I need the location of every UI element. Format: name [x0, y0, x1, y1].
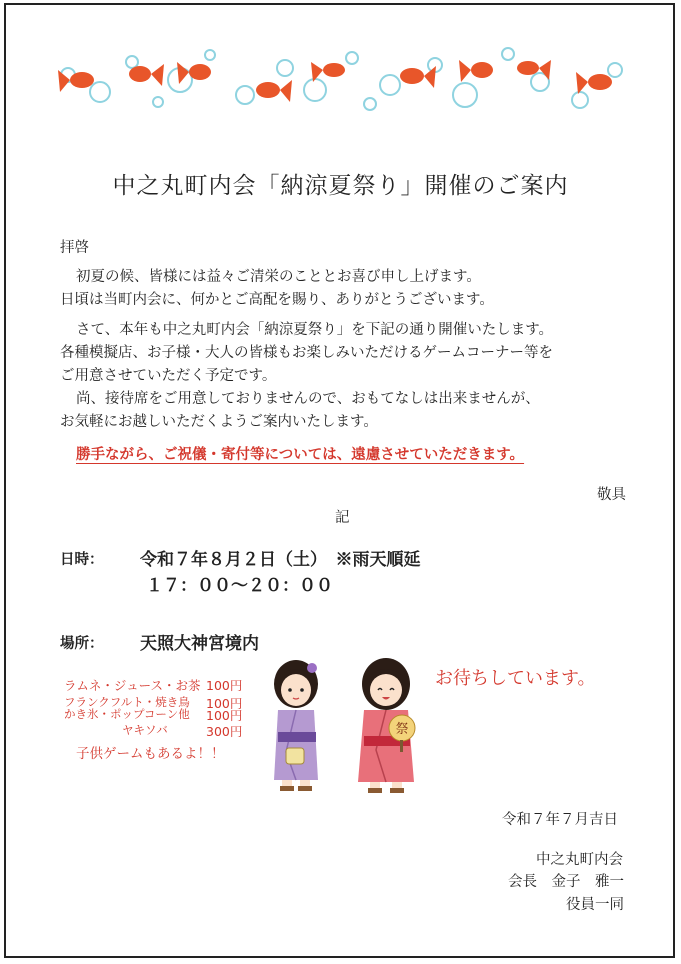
- goldfish-icon-7: [459, 60, 493, 82]
- goldfish-icon-1: [58, 70, 94, 92]
- goldfish-icon-8: [517, 60, 551, 80]
- organization-name: 中之丸町内会: [536, 852, 623, 868]
- goldfish-icon-3: [177, 62, 211, 84]
- menu-item-1: ラムネ・ジュース・お茶: [64, 678, 201, 693]
- para2-line2: 各種模擬店、お子様・大人の皆様もお楽しみいただけるゲームコーナー等を: [60, 345, 553, 361]
- waiting-message: お待ちしています。: [435, 668, 596, 689]
- para1-line1: 初夏の候、皆様には益々ご清栄のこととお喜び申し上げます。: [76, 269, 481, 285]
- page-title: 中之丸町内会「納涼夏祭り」開催のご案内: [112, 173, 569, 199]
- girl-purple-yukata-illustration: [262, 652, 332, 794]
- kids-game-note: 子供ゲームもあるよ！！: [76, 746, 225, 762]
- goldfish-icon-4: [256, 80, 292, 102]
- chairperson: 会長 金子 雅一: [508, 874, 624, 890]
- goldfish-banner: [40, 40, 640, 120]
- date-label: 日時：: [60, 551, 104, 568]
- para2-line3: ご用意させていただく予定です。: [60, 368, 277, 384]
- menu-price-3: 100円: [206, 708, 243, 723]
- menu-item-3: かき氷・ポップコーン他: [64, 707, 190, 721]
- para2-line4: 尚、接待席をご用意しておりませんので、おもてなしは出来ませんが、: [76, 391, 540, 407]
- goldfish-icon-9: [576, 72, 612, 94]
- ki-heading: 記: [335, 510, 350, 526]
- goldfish-icon-2: [129, 64, 164, 86]
- fan-text: 祭: [395, 722, 409, 737]
- menu-price-4: 300円: [206, 724, 243, 739]
- menu-price-1: 100円: [206, 678, 243, 693]
- menu-item-4: ヤキソバ: [122, 723, 168, 737]
- greeting: 拝啓: [60, 240, 89, 256]
- place-label: 場所：: [60, 635, 104, 652]
- date-value: 令和７年８月２日（土） ※雨天順延: [140, 550, 421, 570]
- officers: 役員一同: [566, 897, 624, 913]
- issue-date: 令和７年７月吉日: [502, 812, 618, 828]
- time-value: １７：００〜２０：００: [146, 576, 333, 596]
- girl-red-yukata-illustration: [348, 650, 428, 796]
- para2-line1: さて、本年も中之丸町内会「納涼夏祭り」を下記の通り開催いたします。: [76, 322, 554, 338]
- donation-notice: 勝手ながら、ご祝儀・寄付等については、遠慮させていただきます。: [76, 446, 525, 463]
- menu-price-2: 100円: [206, 696, 243, 711]
- para1-line2: 日頃は当町内会に、何かとご高配を賜り、ありがとうございます。: [60, 292, 494, 308]
- menu-item-2: フランクフルト・焼き鳥: [64, 695, 190, 709]
- para2-line5: お気軽にお越しいただくようご案内いたします。: [60, 414, 378, 430]
- closing: 敬具: [597, 487, 626, 503]
- place-value: 天照大神宮境内: [140, 634, 259, 654]
